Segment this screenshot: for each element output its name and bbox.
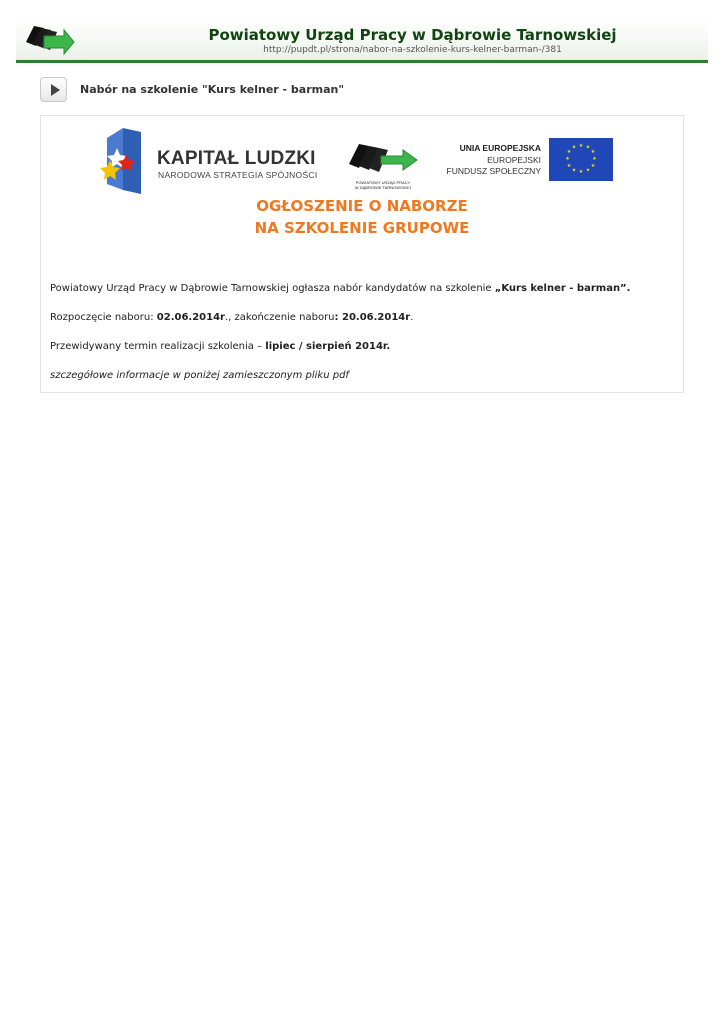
paragraph-intro (50, 283, 630, 294)
logo-banner (97, 126, 657, 206)
kapital-ludzki-title: KAPITAŁ LUDZKI (157, 148, 316, 169)
announcement-headline-line2: NA SZKOLENIE GRUPOWE (254, 219, 470, 237)
header-divider (16, 60, 708, 63)
paragraph-term (50, 341, 390, 352)
svg-text:★: ★ (585, 144, 591, 151)
site-title: Powiatowy Urząd Pracy w Dąbrowie Tarnowskiej (208, 26, 617, 44)
page-url[interactable]: http://pupdt.pl/strona/nabor-na-szkolenie-kurs-kelner-barman-/381 (263, 45, 562, 55)
svg-text:★: ★ (590, 149, 596, 155)
svg-text:★: ★ (571, 144, 577, 151)
end-date: : 20.06.2014r (334, 312, 411, 323)
term-label: Przewidywany termin realizacji szkolenia – (50, 341, 266, 352)
svg-text:★: ★ (585, 167, 591, 174)
article-arrow-button[interactable] (40, 77, 67, 102)
article-content (40, 115, 684, 393)
svg-text:★: ★ (592, 156, 597, 162)
pupdt-caption-line1: POWIATOWY URZĄD PRACY (355, 180, 411, 185)
eu-line3: FUNDUSZ SPOŁECZNY (446, 166, 541, 176)
pupdt-logo[interactable] (24, 22, 76, 56)
dates-label-start: Rozpoczęcie naboru: (50, 312, 157, 323)
start-date: 02.06.2014r (156, 312, 225, 323)
kapital-ludzki-logo (97, 126, 147, 198)
play-arrow-icon (51, 84, 60, 96)
svg-text:★: ★ (566, 163, 572, 169)
eu-flag-icon (549, 138, 613, 181)
paragraph-pdf-info: szczegółowe informacje w poniżej zamieszczonym pliku pdf (50, 370, 349, 381)
dates-label-end: ., zakończenie naboru (224, 312, 335, 323)
eu-line1: UNIA EUROPEJSKA (459, 143, 541, 153)
svg-text:★: ★ (571, 167, 577, 174)
pupdt-center-logo (347, 138, 419, 180)
kapital-ludzki-subtitle: NARODOWA STRATEGIA SPÓJNOŚCI (158, 170, 318, 180)
article-title: Nabór na szkolenie "Kurs kelner - barman" (80, 83, 345, 96)
eu-line2: EUROPEJSKI (487, 154, 541, 165)
svg-text:★: ★ (566, 149, 572, 155)
intro-text: Powiatowy Urząd Pracy w Dąbrowie Tarnowskiej ogłasza nabór kandydatów na szkolenie (50, 283, 495, 294)
eu-text (437, 143, 541, 178)
dates-period: . (410, 312, 414, 323)
svg-text:★: ★ (578, 169, 584, 175)
svg-text:★: ★ (578, 143, 584, 149)
svg-text:★: ★ (590, 163, 596, 169)
announcement-headline-line1: OGŁOSZENIE O NABORZE (256, 197, 468, 215)
pupdt-caption (345, 180, 421, 190)
paragraph-dates (50, 312, 413, 323)
term-value: lipiec / sierpień 2014r. (265, 341, 391, 352)
course-name: „Kurs kelner - barman”. (494, 283, 631, 294)
svg-text:★: ★ (565, 156, 570, 162)
pupdt-caption-line2: W DĄBROWIE TARNOWSKIEJ (354, 185, 412, 190)
